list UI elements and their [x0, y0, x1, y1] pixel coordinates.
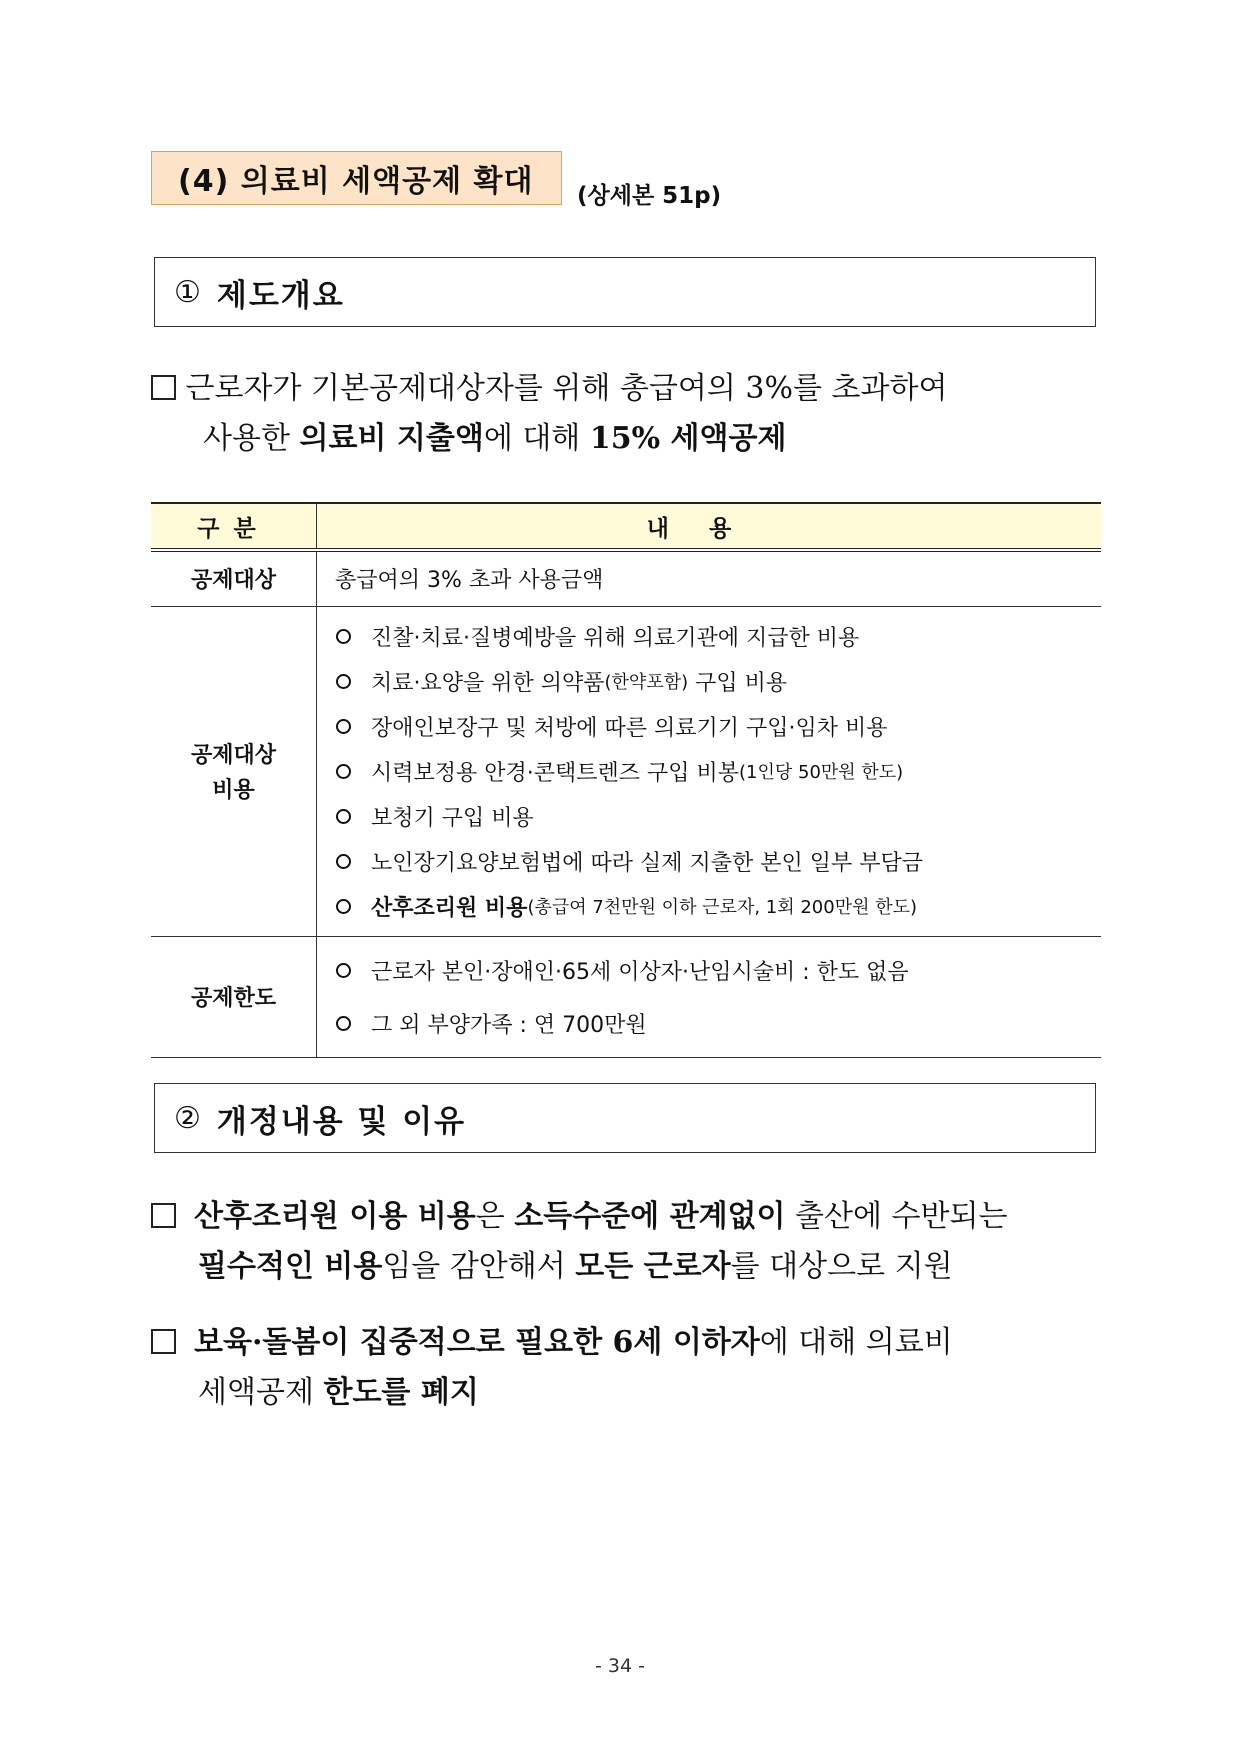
row-label-line: 비용: [212, 778, 255, 803]
row-label: 공제한도: [151, 936, 317, 1057]
list-item-bold: 산후조리원 비용: [371, 895, 528, 921]
row-label-line: 공제대상: [190, 743, 276, 768]
section-heading-title: (4) 의료비 세액공제 확대: [178, 164, 534, 199]
list-item-text: 근로자 본인·장애인·65세 이상자·난임시술비 : 한도 없음: [371, 959, 909, 985]
text: 에 대해 의료비: [759, 1325, 953, 1360]
section-number: ②: [174, 1100, 203, 1136]
text: 은: [475, 1199, 515, 1234]
amendment-paragraph-2: [151, 1318, 1101, 1418]
list-item: [318, 659, 1100, 704]
paragraph-line: [151, 1318, 1101, 1368]
word: 총급여의: [619, 371, 736, 406]
section-title: 제도개요: [216, 277, 345, 314]
bullet-list: [318, 608, 1100, 935]
row-label: 공제대상: [151, 550, 317, 606]
paragraph-line: [151, 1192, 1101, 1242]
list-item: [318, 794, 1100, 839]
table-row: [151, 606, 1101, 936]
overview-paragraph: [151, 364, 1101, 464]
section-title: 개정내용 및 이유: [216, 1103, 467, 1140]
bullet-icon: [336, 809, 351, 824]
bold-text: 한도를 폐지: [323, 1375, 479, 1410]
bullet-icon: [336, 629, 351, 644]
paragraph-line: [151, 1242, 1101, 1292]
overview-table: [151, 502, 1101, 1058]
page-number: - 34 -: [595, 1655, 645, 1677]
list-item-note: (한약포함): [604, 672, 689, 693]
word: 근로자가: [185, 371, 302, 406]
text: 세액공제: [198, 1375, 324, 1410]
bold-text: 15% 세액공제: [589, 421, 787, 456]
bold-text: 필수적인 비용: [198, 1249, 383, 1284]
bold-text: 소득수준에 관계없이: [514, 1199, 786, 1234]
header-cell-category: 구분: [151, 503, 317, 550]
row-label: [151, 606, 317, 936]
bold-text: 보육·돌봄이 집중적으로 필요한 6세 이하자: [194, 1325, 760, 1360]
bold-text: 모든 근로자: [575, 1249, 731, 1284]
list-item-note: (1인당 50만원 한도): [739, 762, 904, 783]
checkbox-icon: [151, 1329, 176, 1354]
text: 출산에 수반되는: [785, 1199, 1008, 1234]
word: 3%를: [745, 371, 822, 406]
list-item-text: 시력보정용 안경·콘택트렌즈 구입 비봉: [371, 760, 740, 786]
word: 기본공제대상자를: [311, 371, 543, 406]
checkbox-icon: [151, 375, 176, 400]
list-item-text: 구입 비용: [688, 670, 788, 696]
header-cell-content: 내용: [317, 503, 1102, 550]
bullet-icon: [336, 899, 351, 914]
bullet-icon: [336, 854, 351, 869]
row-content: [317, 606, 1102, 936]
list-item-text: 보청기 구입 비용: [371, 805, 534, 831]
list-item: [318, 704, 1100, 749]
row-content: 총급여의 3% 초과 사용금액: [317, 550, 1102, 606]
bullet-icon: [336, 963, 351, 978]
section-box-amendment: [154, 1083, 1096, 1153]
paragraph-line: [151, 364, 1101, 414]
list-item: [318, 749, 1100, 794]
bullet-icon: [336, 674, 351, 689]
section-box-overview: [154, 257, 1096, 327]
word: 초과하여: [831, 371, 948, 406]
list-item-text: 그 외 부양가족 : 연 700만원: [371, 1012, 647, 1038]
list-item-text: 치료·요양을 위한 의약품: [371, 670, 605, 696]
word: 위해: [552, 371, 611, 406]
list-item: [318, 997, 1100, 1050]
list-item: [318, 944, 1100, 997]
text: 에 대해: [483, 421, 590, 456]
table-row: [151, 936, 1101, 1057]
bold-text: 산후조리원 이용 비용: [194, 1199, 476, 1234]
bullet-icon: [336, 764, 351, 779]
list-item: [318, 839, 1100, 884]
list-item-text: 노인장기요양보험법에 따라 실제 지출한 본인 일부 부담금: [371, 850, 924, 876]
bullet-list: [318, 938, 1100, 1056]
table-header-row: [151, 503, 1101, 550]
list-item: [318, 884, 1100, 929]
detail-reference: (상세본 51p): [577, 183, 722, 209]
text: 를 대상으로 지원: [730, 1249, 953, 1284]
bullet-icon: [336, 1016, 351, 1031]
text: 임을 감안해서: [382, 1249, 576, 1284]
amendment-paragraph-1: [151, 1192, 1101, 1292]
paragraph-line: [151, 1368, 1101, 1418]
bullet-icon: [336, 719, 351, 734]
list-item-note: (총급여 7천만원 이하 근로자, 1회 200만원 한도): [527, 897, 918, 918]
checkbox-icon: [151, 1203, 176, 1228]
paragraph-line: [151, 414, 1101, 464]
section-number: ①: [174, 274, 203, 310]
bold-text: 의료비 지출액: [299, 421, 484, 456]
list-item: [318, 614, 1100, 659]
section-heading-tag: [151, 151, 562, 205]
row-content: [317, 936, 1102, 1057]
list-item-text: 진찰·치료·질병예방을 위해 의료기관에 지급한 비용: [371, 625, 860, 651]
table-row: [151, 550, 1101, 606]
text: 사용한: [203, 421, 300, 456]
list-item-text: 장애인보장구 및 처방에 따른 의료기기 구입·임차 비용: [371, 715, 888, 741]
